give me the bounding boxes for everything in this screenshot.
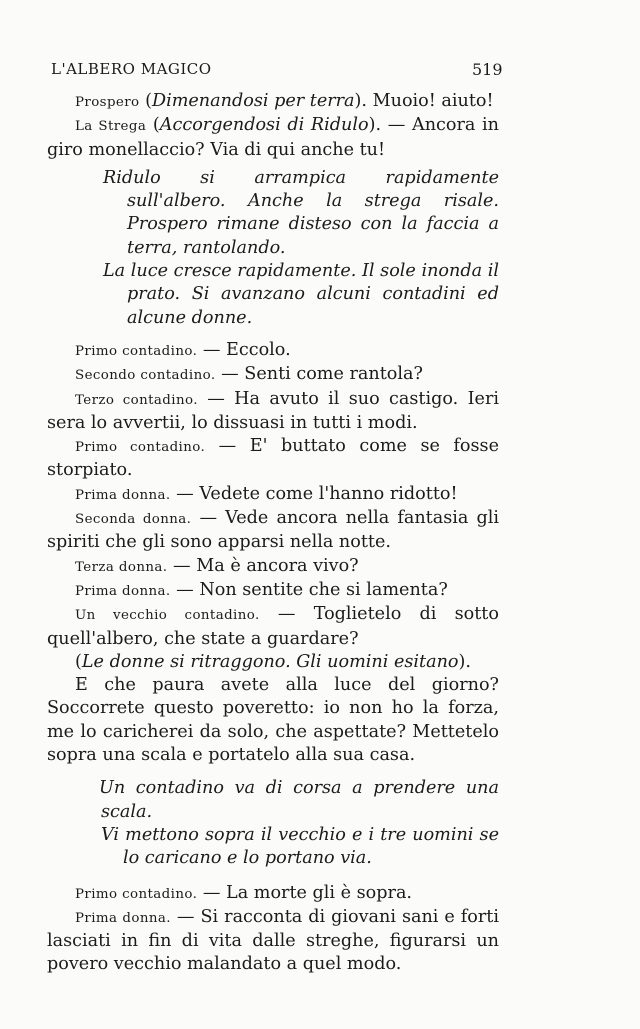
stage-direction: Vi mettono sopra il vecchio e i tre uomini se lo caricano e lo portano via.	[101, 824, 499, 869]
speaker-name: Secondo contadino.	[75, 368, 216, 384]
speaker-name: Terza donna.	[75, 559, 168, 575]
speaker-name: Un vecchio contadino.	[75, 608, 260, 624]
stage-direction: Ridulo si arrampica rapidamente sull'albero. Anche la strega risale. Prospero rimane disteso con la faccia a terra, rantolando.	[103, 167, 499, 258]
speech-line: Prospero (Dimenandosi per terra). Muoio! aiuto!	[75, 91, 494, 111]
speaker-name: Primo contadino.	[75, 343, 198, 359]
speech-line: E che paura avete alla luce del giorno? Soccorrete questo poveretto: io non ho la forza, me lo caricherei da solo, che aspettate? Mettetelo sopra una scala e portatelo alla sua casa.	[47, 675, 499, 766]
speech-line: Un vecchio contadino. — Toglietelo di sotto quell'albero, che state a guardare?	[47, 604, 499, 649]
stage-direction-block	[47, 777, 499, 870]
speaker-name: Terzo contadino.	[75, 392, 198, 408]
speech-line: La Strega (Accorgendosi di Ridulo). — Ancora in giro monellaccio? Via di qui anche tu!	[47, 115, 500, 160]
stage-direction-inline: Accorgendosi di Ridulo	[159, 115, 369, 136]
speaker-name: La Strega	[75, 119, 147, 135]
speech-line: Seconda donna. — Vede ancora nella fantasia gli spiriti che gli sono apparsi nella notte.	[47, 508, 499, 553]
stage-direction-inline: Dimenandosi per terra	[151, 91, 355, 111]
speaker-name: Seconda donna.	[75, 512, 192, 528]
stage-direction-inline: Le donne si ritraggono. Gli uomini esitano	[81, 651, 459, 672]
speaker-name: Prospero	[75, 95, 140, 110]
speaker-name: Prima donna.	[75, 487, 171, 503]
speech-line: Terza donna. — Ma è ancora vivo?	[75, 555, 359, 576]
page-number: 519	[472, 60, 503, 79]
stage-direction: Un contadino va di corsa a prendere una scala.	[99, 778, 499, 822]
speech-line: Primo contadino. — E' buttato come se fosse storpiato.	[47, 436, 499, 481]
speech-line: Secondo contadino. — Senti come rantola?	[75, 364, 423, 385]
speaker-name: Primo contadino.	[75, 440, 206, 456]
speech-line: Prima donna. — Non sentite che si lamenta?	[75, 579, 448, 600]
stage-direction: La luce cresce rapidamente. Il sole inonda il prato. Si avanzano alcuni contadini ed alcune donne.	[103, 261, 499, 328]
running-header-title: L'ALBERO MAGICO	[51, 60, 212, 78]
speech-line: Terzo contadino. — Ha avuto il suo castigo. Ieri sera lo avvertii, lo dissuasi in tutti i modi.	[47, 388, 500, 433]
page-body	[47, 90, 499, 977]
speech-line: Prima donna. — Si racconta di giovani sani e forti lasciati in fin di vita dalle streghe, figurarsi un povero vecchio malandato a quel modo.	[47, 906, 499, 975]
speaker-name: Primo contadino.	[75, 886, 198, 902]
speaker-name: Prima donna.	[75, 583, 171, 599]
speech-line: Primo contadino. — Eccolo.	[75, 339, 291, 360]
speech-line: Primo contadino. — La morte gli è sopra.	[75, 882, 413, 903]
speaker-name: Prima donna.	[75, 910, 171, 926]
speech-line: Prima donna. — Vedete come l'hanno ridotto!	[75, 483, 458, 504]
speech-line: (Le donne si ritraggono. Gli uomini esitano).	[75, 651, 471, 672]
stage-direction-block	[47, 167, 499, 330]
